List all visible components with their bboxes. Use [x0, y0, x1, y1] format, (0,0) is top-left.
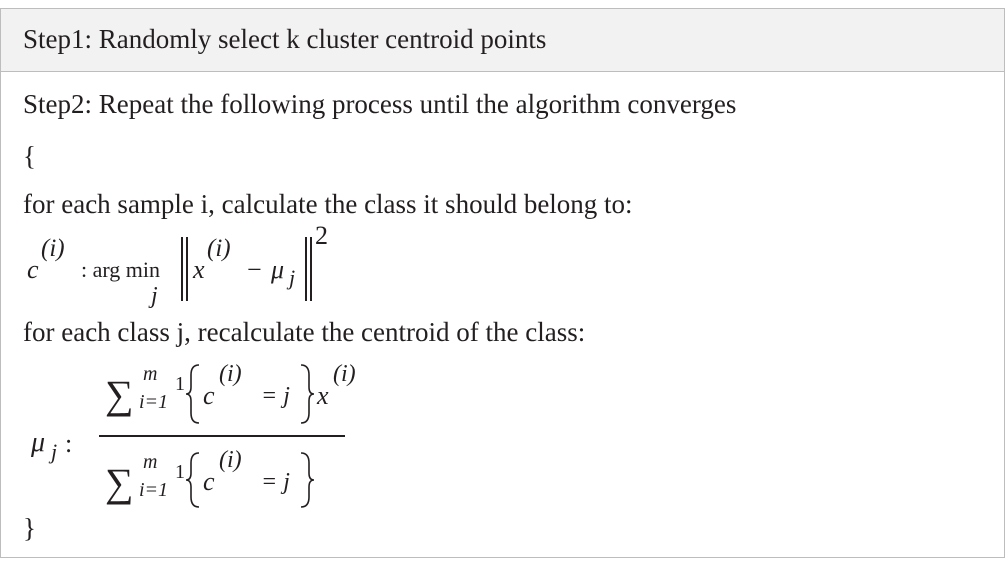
right-brace-den — [297, 451, 315, 509]
mu-symbol: μ — [271, 255, 285, 284]
eq-j-den: = j — [261, 469, 290, 495]
x-i-superscript-num: (i) — [333, 361, 356, 387]
centroid-formula — [1, 359, 501, 509]
open-brace: { — [23, 141, 36, 171]
sample-line: for each sample i, calculate the class it should belong to: — [23, 189, 633, 219]
left-brace-den — [185, 451, 203, 509]
x-i-superscript: (i) — [207, 235, 231, 262]
mu-symbol: μ — [31, 427, 46, 458]
c-symbol: c — [27, 255, 39, 284]
norm-right-bar-1 — [305, 237, 307, 301]
sum-upper-m-den: m — [143, 451, 158, 473]
j-subscript: j — [151, 283, 158, 309]
mu-j-subscript: j — [51, 439, 58, 464]
c-symbol-den: c — [203, 467, 215, 496]
sum-symbol-den: ∑ — [105, 460, 134, 505]
c-i-superscript-num: (i) — [219, 361, 242, 387]
c-i-superscript-den: (i) — [219, 447, 242, 473]
indicator-one-den: 1 — [175, 461, 185, 483]
colon: : — [65, 429, 73, 458]
step1-text: Step1: Randomly select k cluster centroid points — [23, 24, 547, 54]
left-brace-num — [185, 363, 203, 425]
class-line: for each class j, recalculate the centroid of the class: — [23, 317, 586, 347]
argmin-label: : arg min — [81, 257, 161, 282]
step1-row — [1, 9, 1004, 72]
norm-left-bar-2 — [186, 237, 188, 301]
x-symbol: x — [193, 255, 205, 284]
close-brace: } — [23, 513, 36, 543]
sum-lower-den: i=1 — [139, 479, 169, 501]
x-symbol-num: x — [317, 381, 329, 410]
minus-sign: − — [247, 255, 262, 284]
step2-text: Step2: Repeat the following process until the algorithm converges — [23, 89, 737, 119]
norm-right-bar-2 — [310, 237, 312, 301]
mu-j-subscript: j — [289, 265, 296, 290]
norm-left-bar-1 — [181, 237, 183, 301]
fraction-bar — [99, 435, 345, 437]
square-exponent: 2 — [315, 221, 328, 250]
i-superscript: (i) — [41, 235, 65, 262]
sum-upper-m-num: m — [143, 363, 158, 385]
right-brace-num — [297, 363, 315, 425]
indicator-one-num: 1 — [175, 373, 185, 395]
sum-lower-num: i=1 — [139, 391, 169, 413]
eq-j-num: = j — [261, 383, 290, 409]
algorithm-table — [0, 8, 1005, 558]
sum-symbol-num: ∑ — [105, 372, 134, 417]
c-symbol-num: c — [203, 381, 215, 410]
assignment-formula — [1, 221, 501, 317]
